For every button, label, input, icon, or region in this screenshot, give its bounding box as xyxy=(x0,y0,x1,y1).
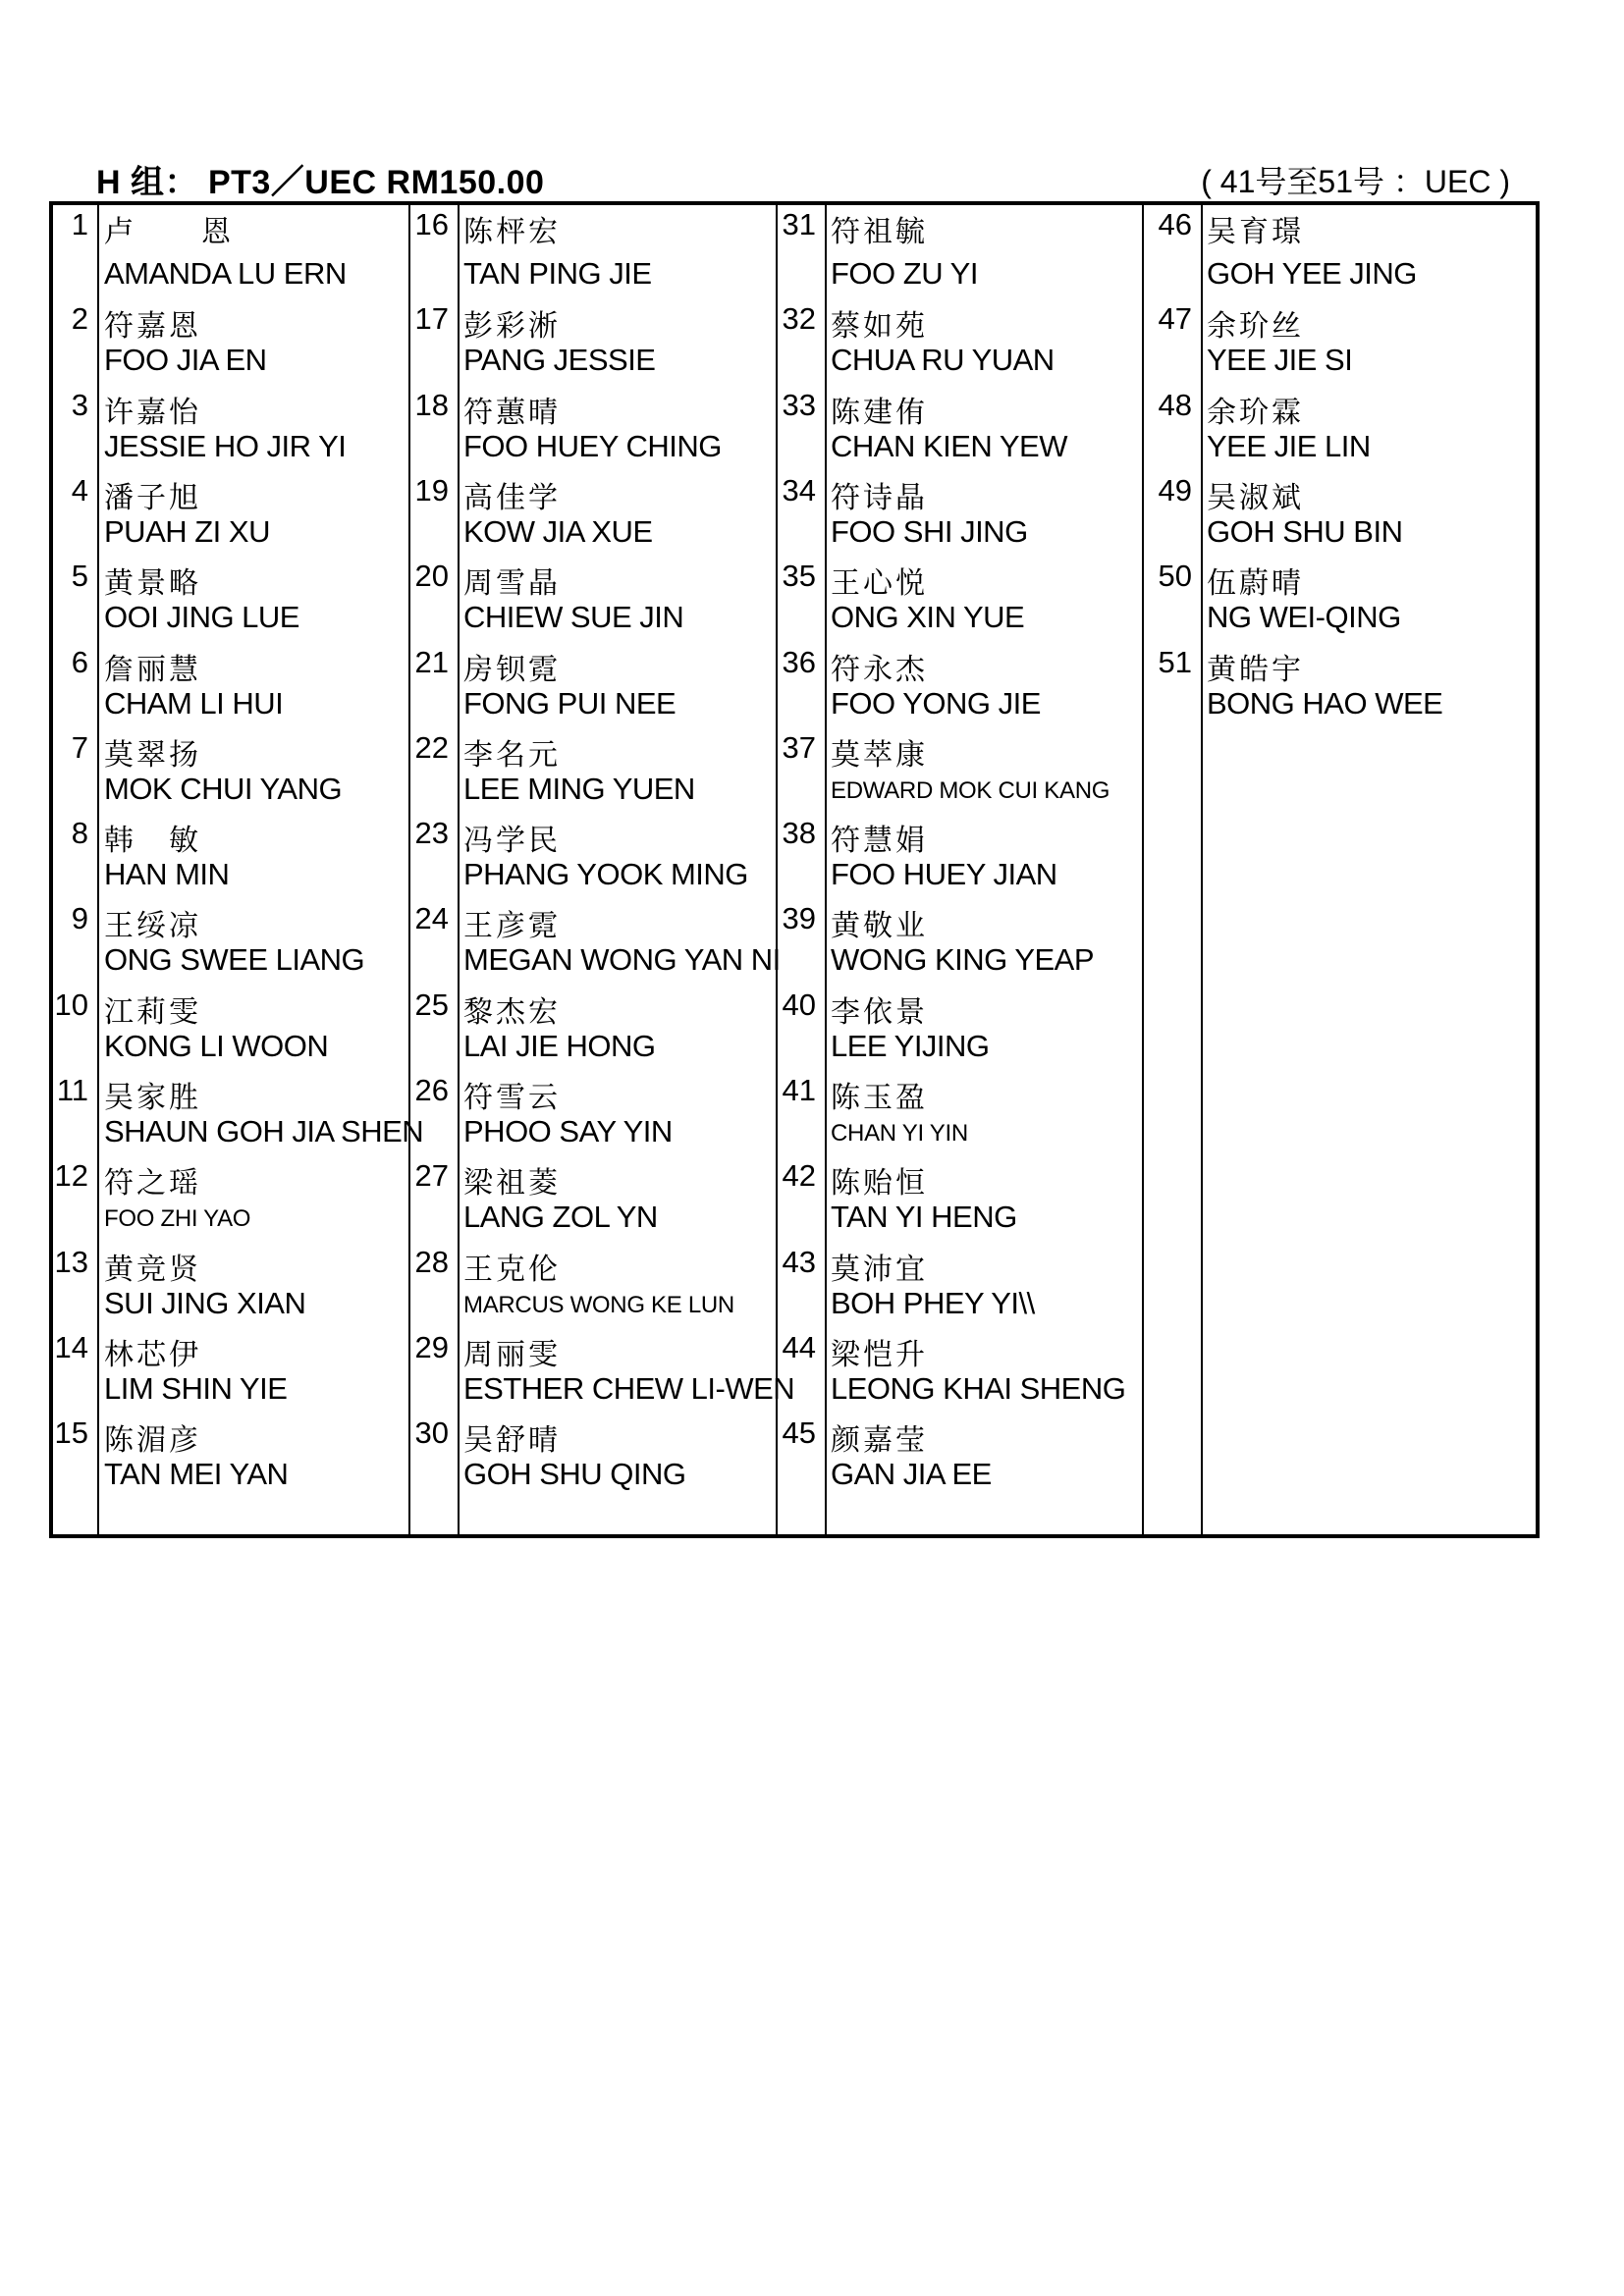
student-chinese-name: 陈贻恒 xyxy=(831,1166,928,1201)
student-number: 39 xyxy=(782,901,816,936)
student-number: 4 xyxy=(71,472,88,507)
student-chinese-name: 黎杰宏 xyxy=(463,994,561,1030)
student-chinese-name: 符永杰 xyxy=(831,652,928,687)
student-english-name: HAN MIN xyxy=(104,857,230,892)
student-number: 19 xyxy=(414,472,449,507)
student-english-name: EDWARD MOK CUI KANG xyxy=(831,776,1110,804)
student-english-name: GOH YEE JING xyxy=(1207,256,1417,291)
student-english-name: SUI JING XIAN xyxy=(104,1285,306,1320)
uec-range-note: ( 41号至51号 ：UEC ) xyxy=(1201,164,1510,199)
student-chinese-name: 李名元 xyxy=(463,737,561,773)
student-english-name: WONG KING YEAP xyxy=(831,942,1095,978)
student-chinese-name: 黄皓宇 xyxy=(1207,652,1304,687)
student-entry xyxy=(53,730,1536,809)
student-english-name: FOO HUEY JIAN xyxy=(831,857,1057,892)
student-english-name: PANG JESSIE xyxy=(463,343,656,378)
student-chinese-name: 吴育璟 xyxy=(1207,215,1304,249)
student-roster-table xyxy=(49,201,1540,1538)
student-english-name: KOW JIA XUE xyxy=(463,513,653,549)
student-english-name: BOH PHEY YI\\ xyxy=(831,1285,1035,1320)
student-english-name: YEE JIE SI xyxy=(1207,343,1353,378)
student-number: 25 xyxy=(414,987,449,1022)
student-number: 27 xyxy=(414,1158,449,1194)
student-english-name: LANG ZOL YN xyxy=(463,1200,658,1235)
student-chinese-name: 莫沛宜 xyxy=(831,1252,928,1287)
student-number: 6 xyxy=(71,644,88,679)
student-chinese-name: 黄敬业 xyxy=(831,909,928,944)
student-entry xyxy=(53,388,1536,466)
student-english-name: CHIEW SUE JIN xyxy=(463,600,684,635)
student-english-name: TAN PING JIE xyxy=(463,256,652,291)
student-number: 11 xyxy=(56,1073,88,1107)
student-english-name: FOO YONG JIE xyxy=(831,685,1041,721)
student-english-name: GAN JIA EE xyxy=(831,1457,992,1492)
student-english-name: CHAN KIEN YEW xyxy=(831,428,1067,463)
student-chinese-name: 符祖毓 xyxy=(831,215,928,249)
student-chinese-name: 周丽雯 xyxy=(463,1337,561,1372)
student-english-name: FOO ZU YI xyxy=(831,256,978,291)
student-chinese-name: 莫翠扬 xyxy=(104,737,201,773)
student-number: 32 xyxy=(782,301,816,337)
student-chinese-name: 梁祖菱 xyxy=(463,1166,561,1201)
student-number: 50 xyxy=(1158,559,1192,594)
student-english-name: FOO HUEY CHING xyxy=(463,428,722,463)
student-chinese-name: 黄景略 xyxy=(104,566,201,602)
student-english-name: PUAH ZI XU xyxy=(104,513,270,549)
student-chinese-name: 陈玉盈 xyxy=(831,1081,928,1115)
student-entry xyxy=(53,901,1536,980)
student-english-name: LEONG KHAI SHENG xyxy=(831,1370,1126,1406)
student-english-name: GOH SHU BIN xyxy=(1207,513,1403,549)
student-chinese-name: 陈枰宏 xyxy=(463,215,561,249)
student-english-name: YEE JIE LIN xyxy=(1207,428,1371,463)
student-number: 9 xyxy=(71,901,88,936)
student-english-name: MEGAN WONG YAN NI xyxy=(463,942,781,978)
student-english-name: LEE MING YUEN xyxy=(463,771,695,806)
student-number: 16 xyxy=(414,207,449,241)
student-number: 28 xyxy=(414,1244,449,1279)
student-entry xyxy=(53,816,1536,894)
student-number: 38 xyxy=(782,816,816,851)
student-chinese-name: 蔡如苑 xyxy=(831,309,928,345)
student-english-name: AMANDA LU ERN xyxy=(104,256,347,291)
student-entry xyxy=(53,473,1536,552)
student-chinese-name: 陈建侑 xyxy=(831,395,928,430)
student-chinese-name: 符之瑶 xyxy=(104,1166,201,1201)
student-english-name: OOI JING LUE xyxy=(104,600,299,635)
student-number: 12 xyxy=(54,1158,88,1194)
student-number: 2 xyxy=(71,301,88,337)
student-chinese-name: 韩 敏 xyxy=(104,824,201,859)
student-english-name: SHAUN GOH JIA SHEN xyxy=(104,1114,424,1148)
student-english-name: CHAM LI HUI xyxy=(104,685,284,721)
student-number: 5 xyxy=(71,559,88,594)
student-chinese-name: 周雪晶 xyxy=(463,566,561,602)
student-english-name: LAI JIE HONG xyxy=(463,1028,656,1063)
student-number: 34 xyxy=(782,472,816,507)
student-chinese-name: 潘子旭 xyxy=(104,480,201,515)
student-number: 26 xyxy=(414,1073,449,1107)
student-chinese-name: 符嘉恩 xyxy=(104,309,201,345)
student-number: 35 xyxy=(782,559,816,594)
student-number: 18 xyxy=(414,387,449,422)
student-english-name: FOO ZHI YAO xyxy=(104,1205,251,1233)
student-english-name: CHAN YI YIN xyxy=(831,1120,968,1147)
student-chinese-name: 林芯伊 xyxy=(104,1337,201,1372)
student-chinese-name: 陈湄彦 xyxy=(104,1423,201,1459)
group-title: H 组： PT3／UEC RM150.00 xyxy=(96,164,545,201)
page-header xyxy=(96,155,1510,201)
student-number: 7 xyxy=(71,729,88,765)
student-entry xyxy=(53,559,1536,637)
student-number: 37 xyxy=(782,729,816,765)
student-chinese-name: 莫萃康 xyxy=(831,737,928,773)
student-english-name: FOO JIA EN xyxy=(104,343,267,378)
student-english-name: CHUA RU YUAN xyxy=(831,343,1055,378)
student-number: 1 xyxy=(71,207,88,241)
student-number: 46 xyxy=(1158,207,1192,241)
student-chinese-name: 高佳学 xyxy=(463,480,561,515)
student-entry xyxy=(53,1245,1536,1323)
student-chinese-name: 伍蔚晴 xyxy=(1207,566,1304,602)
student-number: 3 xyxy=(71,387,88,422)
student-chinese-name: 梁恺升 xyxy=(831,1337,928,1372)
student-chinese-name: 黄竞贤 xyxy=(104,1252,201,1287)
student-chinese-name: 余玠丝 xyxy=(1207,309,1304,345)
student-chinese-name: 吴舒晴 xyxy=(463,1423,561,1459)
student-number: 30 xyxy=(414,1415,449,1451)
student-number: 15 xyxy=(54,1415,88,1451)
student-number: 23 xyxy=(414,816,449,851)
student-english-name: MOK CHUI YANG xyxy=(104,771,343,806)
student-entry xyxy=(53,1415,1536,1494)
student-english-name: ESTHER CHEW LI-WEN xyxy=(463,1370,795,1406)
student-chinese-name: 吴家胜 xyxy=(104,1081,201,1115)
student-number: 17 xyxy=(414,301,449,337)
student-number: 8 xyxy=(71,816,88,851)
student-chinese-name: 王绥凉 xyxy=(104,909,201,944)
student-english-name: KONG LI WOON xyxy=(104,1028,329,1063)
student-english-name: NG WEI-QING xyxy=(1207,600,1401,635)
student-number: 49 xyxy=(1158,472,1192,507)
student-entry xyxy=(53,1330,1536,1409)
student-english-name: JESSIE HO JIR YI xyxy=(104,428,347,463)
student-number: 43 xyxy=(782,1244,816,1279)
student-chinese-name: 李依景 xyxy=(831,994,928,1030)
student-chinese-name: 颜嘉莹 xyxy=(831,1423,928,1459)
student-english-name: TAN YI HENG xyxy=(831,1200,1017,1235)
student-entry xyxy=(53,1158,1536,1237)
student-number: 41 xyxy=(782,1073,816,1107)
student-english-name: PHOO SAY YIN xyxy=(463,1114,673,1148)
student-chinese-name: 王克伦 xyxy=(463,1252,561,1287)
student-english-name: MARCUS WONG KE LUN xyxy=(463,1291,734,1318)
student-entry xyxy=(53,988,1536,1066)
student-entry xyxy=(53,301,1536,380)
student-entry xyxy=(53,645,1536,723)
student-english-name: TAN MEI YAN xyxy=(104,1457,289,1492)
student-number: 21 xyxy=(414,644,449,679)
student-number: 47 xyxy=(1158,301,1192,337)
student-number: 22 xyxy=(414,729,449,765)
student-number: 13 xyxy=(54,1244,88,1279)
student-entry xyxy=(53,207,1536,291)
student-chinese-name: 江莉雯 xyxy=(104,994,201,1030)
student-number: 45 xyxy=(782,1415,816,1451)
student-english-name: BONG HAO WEE xyxy=(1207,685,1443,721)
student-english-name: LEE YIJING xyxy=(831,1028,990,1063)
student-english-name: ONG SWEE LIANG xyxy=(104,942,365,978)
student-number: 33 xyxy=(782,387,816,422)
student-chinese-name: 吴淑斌 xyxy=(1207,480,1304,515)
student-chinese-name: 符慧娟 xyxy=(831,824,928,859)
student-number: 29 xyxy=(414,1329,449,1364)
student-number: 31 xyxy=(782,207,816,241)
student-chinese-name: 符雪云 xyxy=(463,1081,561,1115)
student-chinese-name: 符诗晶 xyxy=(831,480,928,515)
student-chinese-name: 符蕙晴 xyxy=(463,395,561,430)
student-chinese-name: 卢 恩 xyxy=(104,215,234,249)
student-number: 36 xyxy=(782,644,816,679)
student-number: 20 xyxy=(414,559,449,594)
student-number: 44 xyxy=(782,1329,816,1364)
student-chinese-name: 王心悦 xyxy=(831,566,928,602)
student-chinese-name: 许嘉怡 xyxy=(104,395,201,430)
student-number: 14 xyxy=(54,1329,88,1364)
student-english-name: PHANG YOOK MING xyxy=(463,857,748,892)
student-chinese-name: 彭彩淅 xyxy=(463,309,561,345)
student-english-name: GOH SHU QING xyxy=(463,1457,686,1492)
student-chinese-name: 房钡霓 xyxy=(463,652,561,687)
student-english-name: LIM SHIN YIE xyxy=(104,1370,288,1406)
student-number: 40 xyxy=(782,987,816,1022)
student-chinese-name: 冯学民 xyxy=(463,824,561,859)
student-chinese-name: 王彦霓 xyxy=(463,909,561,944)
student-english-name: FONG PUI NEE xyxy=(463,685,677,721)
student-english-name: ONG XIN YUE xyxy=(831,600,1025,635)
student-chinese-name: 余玠霖 xyxy=(1207,395,1304,430)
student-number: 10 xyxy=(54,987,88,1022)
student-english-name: FOO SHI JING xyxy=(831,513,1028,549)
student-number: 24 xyxy=(414,901,449,936)
student-number: 51 xyxy=(1158,644,1192,679)
student-entry xyxy=(53,1073,1536,1151)
student-number: 48 xyxy=(1158,387,1192,422)
student-number: 42 xyxy=(782,1158,816,1194)
student-chinese-name: 詹丽慧 xyxy=(104,652,201,687)
